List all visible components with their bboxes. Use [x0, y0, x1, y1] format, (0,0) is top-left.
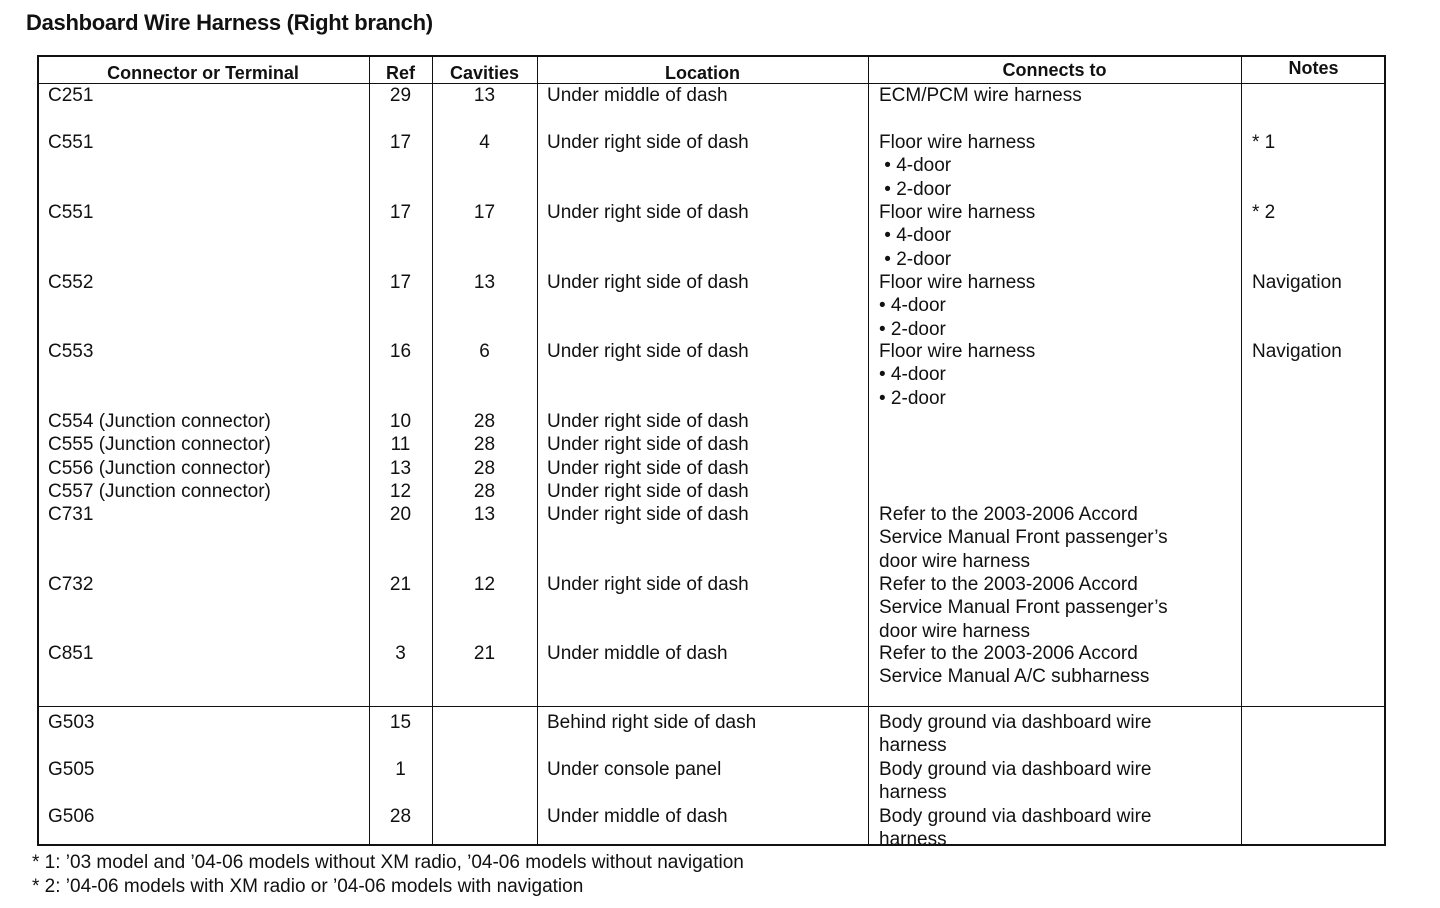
table-cell-connects-to: Service Manual Front passenger’s — [879, 527, 1168, 549]
table-cell-connector: C732 — [48, 574, 94, 595]
table-cell-ref: 29 — [389, 85, 412, 106]
table-cell-connects-to: • 2-door — [879, 318, 946, 340]
table-cell-connector: C557 (Junction connector) — [48, 481, 271, 502]
table-cell-cavities: 28 — [473, 411, 496, 432]
table-cell-connects-to: Refer to the 2003-2006 Accord — [879, 643, 1138, 664]
table-cell-connector: C551 — [48, 132, 94, 153]
table-cell-connects-to: Refer to the 2003-2006 Accord — [879, 504, 1138, 525]
table-cell-connects-to: • 2-door — [879, 248, 952, 270]
table-cell-ref: 17 — [389, 272, 412, 293]
table-cell-connects-to: • 2-door — [879, 387, 946, 409]
table-cell-notes: Navigation — [1252, 341, 1342, 362]
table-cell-connects-to: • 4-door — [879, 364, 946, 386]
table-cell-location: Under right side of dash — [547, 458, 749, 479]
table-cell-connects-to: Body ground via dashboard wire — [879, 712, 1152, 733]
table-cell-ref: 28 — [389, 806, 412, 827]
col-header-location: Location — [665, 63, 740, 83]
table-cell-location: Under right side of dash — [547, 504, 749, 525]
table-cell-connector: C552 — [48, 272, 94, 293]
footnote-2: * 2: ’04-06 models with XM radio or ’04-06 models with navigation — [32, 876, 584, 897]
table-cell-connector: C731 — [48, 504, 94, 525]
table-cell-ref: 15 — [389, 712, 412, 733]
table-cell-connects-to: Body ground via dashboard wire — [879, 759, 1152, 780]
column-divider — [537, 55, 538, 846]
table-cell-ref: 21 — [389, 574, 412, 595]
col-header-ref: Ref — [385, 63, 415, 83]
table-cell-connects-to: harness — [879, 829, 947, 851]
table-cell-connects-to: Floor wire harness — [879, 132, 1036, 153]
column-divider — [1241, 55, 1242, 846]
table-cell-notes: * 2 — [1252, 202, 1276, 223]
table-cell-connector: C851 — [48, 643, 94, 664]
table-cell-location: Under right side of dash — [547, 481, 749, 502]
table-cell-cavities: 6 — [479, 341, 490, 362]
table-cell-ref: 16 — [389, 341, 412, 362]
table-cell-connector: C553 — [48, 341, 94, 362]
table-cell-connects-to: ECM/PCM wire harness — [879, 85, 1082, 106]
table-cell-ref: 12 — [389, 481, 412, 502]
table-cell-cavities: 28 — [473, 481, 496, 502]
table-cell-location: Behind right side of dash — [547, 712, 757, 733]
table-cell-connects-to: Floor wire harness — [879, 272, 1036, 293]
table-cell-location: Under right side of dash — [547, 132, 749, 153]
table-cell-connector: C556 (Junction connector) — [48, 458, 271, 479]
footnote-1: * 1: ’03 model and ’04-06 models without XM radio, ’04-06 models without navigation — [32, 852, 744, 873]
table-cell-ref: 17 — [389, 202, 412, 223]
table-cell-connects-to: door wire harness — [879, 620, 1031, 642]
table-cell-ref: 11 — [390, 434, 411, 455]
table-cell-connects-to: Service Manual A/C subharness — [879, 666, 1150, 688]
table-cell-cavities: 28 — [473, 458, 496, 479]
table-cell-connector: C251 — [48, 85, 94, 106]
table-cell-ref: 17 — [389, 132, 412, 153]
col-header-connects-to: Connects to — [1002, 60, 1107, 80]
table-cell-location: Under right side of dash — [547, 272, 749, 293]
table-cell-cavities: 28 — [473, 434, 496, 455]
table-cell-ref: 13 — [389, 458, 412, 479]
table-cell-connects-to: • 4-door — [879, 225, 952, 247]
table-cell-notes: Navigation — [1252, 272, 1342, 293]
table-cell-connector: G505 — [48, 759, 95, 780]
table-cell-cavities: 4 — [479, 132, 490, 153]
table-cell-connects-to: Floor wire harness — [879, 202, 1036, 223]
table-cell-connects-to: door wire harness — [879, 550, 1031, 572]
table-cell-connector: C554 (Junction connector) — [48, 411, 271, 432]
table-cell-notes: * 1 — [1252, 132, 1276, 153]
table-cell-location: Under right side of dash — [547, 434, 749, 455]
table-cell-connector: G506 — [48, 806, 95, 827]
column-divider — [868, 55, 869, 846]
page-title: Dashboard Wire Harness (Right branch) — [26, 10, 433, 35]
table-cell-connector: C555 (Junction connector) — [48, 434, 271, 455]
col-header-notes: Notes — [1288, 58, 1339, 78]
table-cell-ref: 3 — [395, 643, 406, 664]
table-cell-connector: G503 — [48, 712, 95, 733]
table-cell-ref: 20 — [389, 504, 412, 525]
table-cell-cavities: 13 — [473, 504, 496, 525]
table-cell-location: Under middle of dash — [547, 643, 728, 664]
table-cell-cavities: 17 — [473, 202, 496, 223]
table-cell-cavities: 12 — [473, 574, 496, 595]
col-header-connector: Connector or Terminal — [107, 63, 299, 83]
table-cell-connects-to: • 2-door — [879, 178, 952, 200]
table-cell-connects-to: Refer to the 2003-2006 Accord — [879, 574, 1138, 595]
table-cell-ref: 1 — [395, 759, 406, 780]
table-cell-location: Under right side of dash — [547, 202, 749, 223]
table-cell-connects-to: harness — [879, 735, 947, 757]
table-cell-connects-to: • 4-door — [879, 295, 946, 317]
table-cell-connector: C551 — [48, 202, 94, 223]
table-cell-connects-to: harness — [879, 782, 947, 804]
col-header-cavities: Cavities — [449, 63, 520, 83]
table-cell-connects-to: Service Manual Front passenger’s — [879, 597, 1168, 619]
table-cell-connects-to: • 4-door — [879, 155, 952, 177]
table-cell-location: Under middle of dash — [547, 85, 728, 106]
table-cell-location: Under right side of dash — [547, 574, 749, 595]
table-cell-ref: 10 — [389, 411, 412, 432]
table-cell-location: Under console panel — [547, 759, 722, 780]
table-cell-location: Under right side of dash — [547, 341, 749, 362]
table-cell-cavities: 13 — [473, 85, 496, 106]
table-cell-connects-to: Floor wire harness — [879, 341, 1036, 362]
group-divider — [37, 706, 1386, 707]
table-cell-connects-to: Body ground via dashboard wire — [879, 806, 1152, 827]
table-cell-location: Under middle of dash — [547, 806, 728, 827]
table-cell-cavities: 21 — [473, 643, 496, 664]
table-cell-location: Under right side of dash — [547, 411, 749, 432]
table-cell-cavities: 13 — [473, 272, 496, 293]
